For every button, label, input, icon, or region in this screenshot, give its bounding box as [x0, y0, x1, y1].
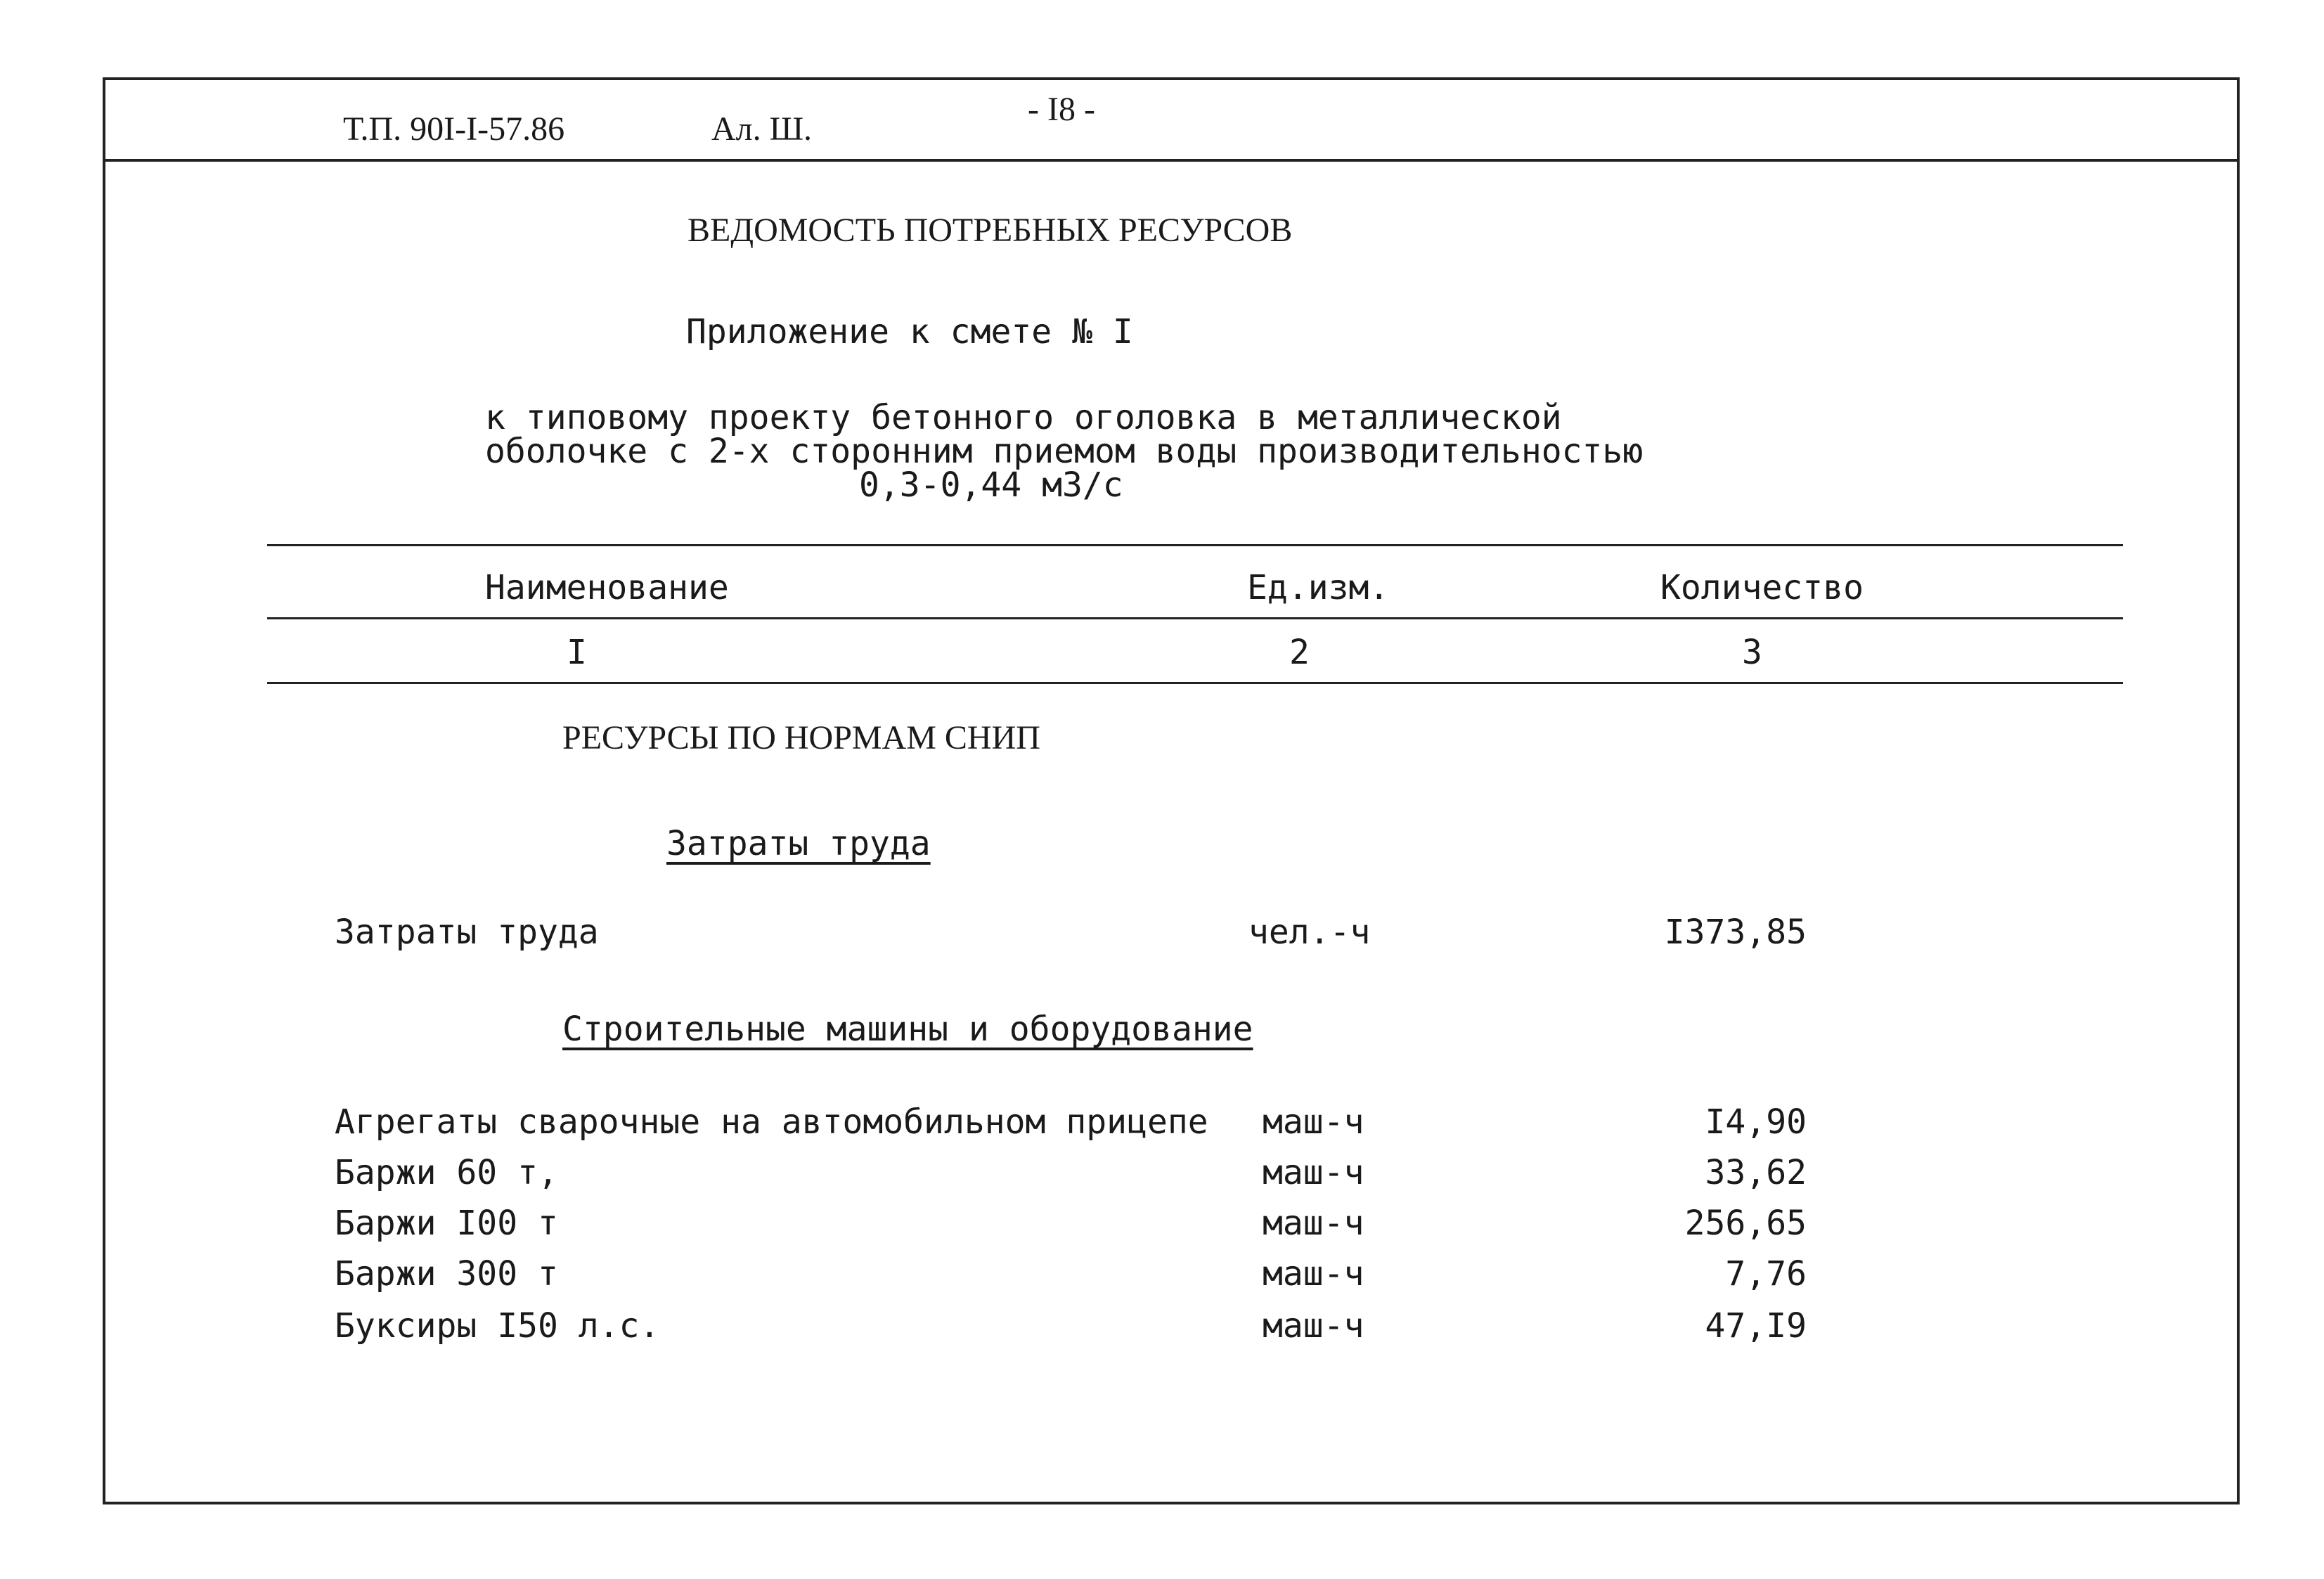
- labor-heading: Затраты труда: [666, 824, 931, 863]
- page-title: ВЕДОМОСТЬ ПОТРЕБНЫХ РЕСУРСОВ: [687, 212, 1293, 249]
- table-row-name: Агрегаты сварочные на автомобильном прицепе: [335, 1102, 1208, 1142]
- table-row-unit: маш-ч: [1263, 1204, 1364, 1243]
- table-row-unit: маш-ч: [1263, 1102, 1364, 1142]
- table-header-rule: [267, 617, 2123, 619]
- table-row-quantity: 33,62: [1705, 1153, 1807, 1192]
- table-row-name: Баржи 300 т: [335, 1254, 558, 1294]
- description-line-2: оболочке с 2-х сторонним приемом воды производительностью: [485, 432, 1644, 471]
- table-row-name: Баржи I00 т: [335, 1204, 558, 1243]
- table-top-rule: [267, 544, 2123, 546]
- table-row-quantity: 256,65: [1684, 1204, 1807, 1243]
- column-header-unit: Ед.изм.: [1247, 568, 1390, 607]
- table-row-unit: маш-ч: [1263, 1153, 1364, 1192]
- column-number-1: I: [567, 633, 587, 672]
- table-row-quantity: 7,76: [1725, 1254, 1807, 1294]
- table-row-quantity: I4,90: [1705, 1102, 1807, 1142]
- project-description: [485, 398, 1644, 505]
- table-row-quantity: I373,85: [1664, 913, 1807, 952]
- table-numbers-rule: [267, 682, 2123, 684]
- page-number: - I8 -: [1028, 91, 1095, 128]
- column-number-3: 3: [1742, 633, 1762, 672]
- table-row-unit: маш-ч: [1263, 1306, 1364, 1346]
- description-line-1: к типовому проекту бетонного оголовка в металлической: [485, 398, 1562, 437]
- document-code: Т.П. 90I-I-57.86: [343, 110, 565, 148]
- table-row-name: Баржи 60 т,: [335, 1153, 558, 1192]
- column-header-name: Наименование: [485, 568, 729, 607]
- sheet-label: Ал. Ш.: [711, 110, 813, 148]
- table-row-name: Буксиры I50 л.с.: [335, 1306, 660, 1346]
- table-row-name: Затраты труда: [335, 913, 599, 952]
- column-number-2: 2: [1289, 633, 1310, 672]
- table-row-quantity: 47,I9: [1705, 1306, 1807, 1346]
- section-heading: РЕСУРСЫ ПО НОРМАМ СНИП: [562, 719, 1040, 756]
- table-row-unit: маш-ч: [1263, 1254, 1364, 1294]
- header-divider: [103, 159, 2240, 162]
- appendix-note: Приложение к смете № I: [686, 312, 1133, 352]
- machines-heading: Строительные машины и оборудование: [562, 1010, 1253, 1049]
- table-row-unit: чел.-ч: [1248, 913, 1371, 952]
- description-line-3: 0,3-0,44 м3/с: [859, 465, 1123, 505]
- column-header-quantity: Количество: [1660, 568, 1864, 607]
